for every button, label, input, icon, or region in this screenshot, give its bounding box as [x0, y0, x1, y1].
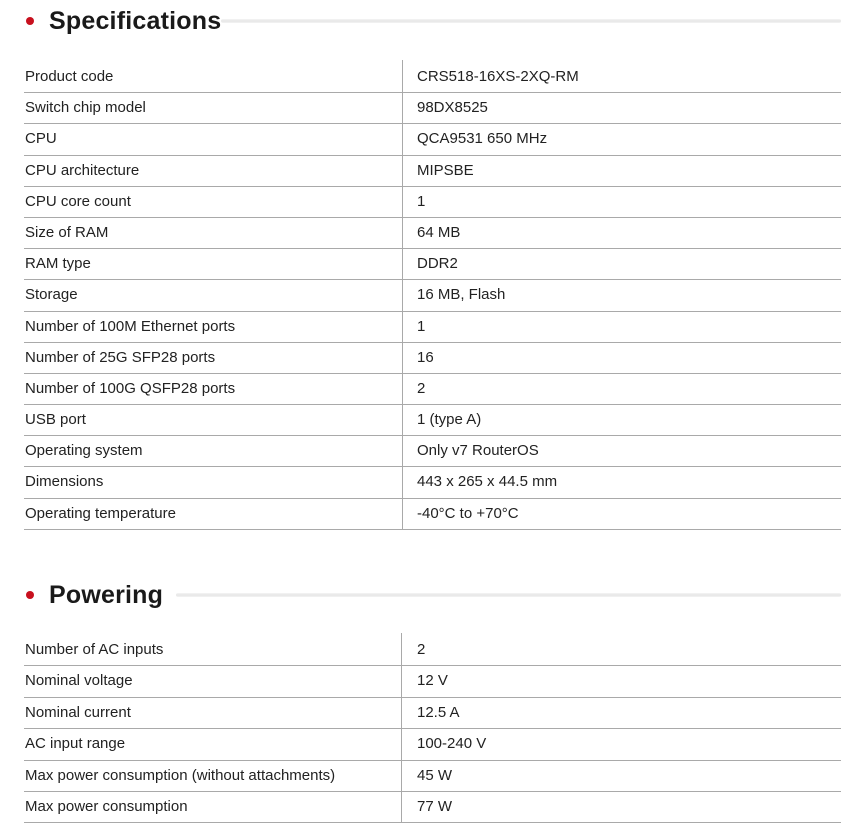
table-row [24, 792, 841, 823]
column-divider [402, 60, 403, 529]
row-value: 45 W [417, 766, 453, 784]
powering-heading [0, 574, 841, 614]
table-row [24, 698, 841, 729]
row-value: 1 (type A) [417, 411, 482, 429]
row-value: 443 x 265 x 44.5 mm [417, 473, 558, 491]
row-value: 100-240 V [417, 735, 487, 753]
row-label: Operating system [25, 442, 143, 460]
table-row [24, 436, 841, 467]
table-row [24, 666, 841, 697]
table-row [24, 187, 841, 218]
row-label: Size of RAM [25, 223, 109, 241]
row-value: 16 MB, Flash [417, 286, 506, 304]
row-value: MIPSBE [417, 161, 474, 179]
table-row [24, 343, 841, 374]
row-value: 1 [417, 192, 426, 210]
specifications-title: Specifications [49, 7, 222, 35]
row-label: Nominal current [25, 703, 131, 721]
table-row [24, 156, 841, 187]
row-value: 12.5 A [417, 703, 460, 721]
table-row [24, 405, 841, 436]
row-label: Number of 100M Ethernet ports [25, 317, 236, 335]
row-value: QCA9531 650 MHz [417, 130, 548, 148]
table-row [24, 93, 841, 124]
row-label: Number of 25G SFP28 ports [25, 348, 216, 366]
bullet-icon [26, 17, 34, 25]
table-row [24, 280, 841, 311]
table-row [24, 312, 841, 343]
specifications-section [0, 0, 841, 40]
table-row [24, 467, 841, 498]
specifications-table [24, 62, 841, 530]
row-label: CPU architecture [25, 161, 140, 179]
table-row [24, 499, 841, 530]
table-row [24, 249, 841, 280]
row-label: USB port [25, 411, 86, 429]
powering-section [0, 574, 841, 614]
row-label: Storage [25, 286, 78, 304]
table-row [24, 761, 841, 792]
row-value: 1 [417, 317, 426, 335]
column-divider [401, 633, 402, 822]
table-row [24, 62, 841, 93]
row-label: Product code [25, 68, 114, 85]
bullet-icon [26, 591, 34, 599]
row-value: 98DX8525 [417, 99, 488, 117]
row-label: Nominal voltage [25, 672, 133, 690]
row-value: 2 [417, 379, 426, 397]
powering-table [24, 635, 841, 823]
row-label: Operating temperature [25, 504, 176, 522]
row-value: 2 [417, 641, 426, 658]
table-row [24, 218, 841, 249]
row-label: Dimensions [25, 473, 104, 491]
powering-title: Powering [49, 581, 164, 609]
row-label: Switch chip model [25, 99, 146, 117]
table-row [24, 374, 841, 405]
row-value: 12 V [417, 672, 448, 690]
table-row [24, 124, 841, 155]
row-label: Max power consumption [25, 797, 188, 815]
heading-rule [221, 19, 841, 23]
row-label: Max power consumption (without attachments) [25, 766, 336, 784]
row-label: CPU core count [25, 192, 131, 210]
table-row [24, 635, 841, 666]
heading-rule [176, 593, 841, 597]
table-row [24, 729, 841, 760]
row-label: AC input range [25, 735, 126, 753]
row-label: CPU [25, 130, 57, 148]
row-label: Number of AC inputs [25, 641, 164, 658]
specifications-heading [0, 0, 841, 40]
row-value: Only v7 RouterOS [417, 442, 539, 460]
row-value: -40°C to +70°C [417, 504, 519, 522]
row-value: DDR2 [417, 255, 458, 273]
row-label: RAM type [25, 255, 91, 273]
row-value: 77 W [417, 797, 453, 815]
row-label: Number of 100G QSFP28 ports [25, 379, 236, 397]
row-value: CRS518-16XS-2XQ-RM [417, 68, 579, 85]
row-value: 16 [417, 348, 434, 366]
row-value: 64 MB [417, 223, 461, 241]
